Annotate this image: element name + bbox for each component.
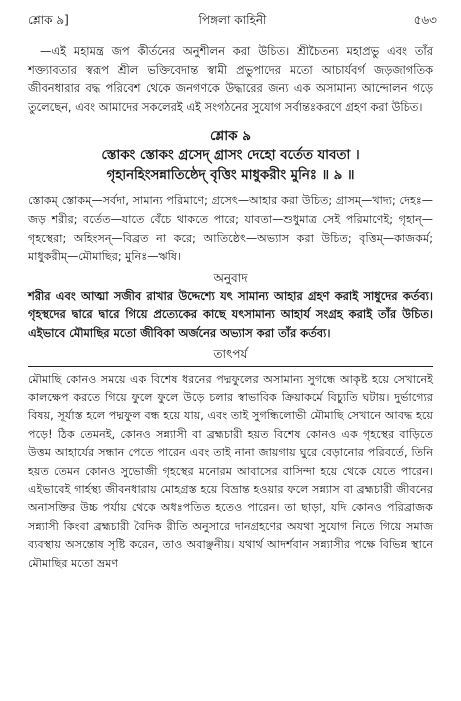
page-number: ৫৬৩ [413, 13, 437, 27]
synonyms-paragraph: স্তোকম্ স্তোকম্—সর্বদা, সামান্য পরিমাণে; গ্রসেৎ—আহার করা উচিত; গ্রাসম্—খাদ্য; দেহঃ—জড় শরীর; বর্তেত—যাতে বেঁচে থাকতে পারে; যাবতা—শুধুমাত্র সেই পরিমাণেই; গৃহান্—গৃহস্থেরা; অহিংসন্—বিব্রত না করে; আতিষ্ঠেৎ—অভ্যাস করা উচিত; বৃত্তিম্—কাজকর্ম; মাধুকরীম্—মৌমাছির; মুনিঃ—ঋষি। [28, 194, 433, 264]
verse-reference: শ্লোক ৯] [28, 13, 69, 27]
verse-title: শ্লোক ৯ [209, 128, 252, 145]
translation-heading: অনুবাদ [213, 270, 248, 285]
verse-line-1: স্তোকং স্তোকং গ্রসেদ্ গ্রাসং দেহো বর্তেত যাবতা । [101, 148, 360, 164]
purport-divider [28, 366, 433, 367]
purport-text: মৌমাছি কোনও সময়ে এক বিশেষ ধরনের পদ্মফুলের অসামান্য সুগন্ধে আকৃষ্ট হয়ে সেখানেই কালক্ষেপ করতে গিয়ে ফুলে ফুলে উড়ে চলার স্বাভাবিক ক্রিয়াকর্মে বিচ্যুতি ঘটায়। দুর্ভাগ্যের বিষয়, সূর্যাস্ত হলে পদ্মফুল বন্ধ হয়ে যায়, এবং তাই সুগন্ধিলোভী মৌমাছি সেখানে আবদ্ধ হয়ে পড়ে! ঠিক তেমনই, কোনও সন্ন্যাসী বা ব্রহ্মচারী হয়ত বিশেষ কোনও এক গৃহস্থের বাড়িতে উত্তম আহার্যের সন্ধান পেতে পারেন এবং তাই নানা জায়গায় ঘুরে বেড়ানোর পরিবর্তে, তিনি হয়ত তেমন কোনও সুভোজী গৃহস্থের মনোরম আবাসের বাসিন্দা হয়ে থেকে যেতে পারেন। এইভাবেই গার্হস্থ্য জীবনধারায় মোহগ্রস্ত হয়ে বিভ্রান্ত হওয়ার ফলে সন্ন্যাস বা ব্রহ্মচারী জীবনের অনাসক্তির উচ্চ পর্যায় থেকে অধঃপতিত হতেও পারেন। তা ছাড়া, যদি কোনও পরিব্রাজক সন্ন্যাসী কিংবা ব্রহ্মচারী বৈদিক রীতি অনুসারে দানগ্রহণের অযথা সুযোগ নিতে গিয়ে সমাজ ব্যবস্থায় অসন্তোষ সৃষ্টি করেন, তাও অবাঞ্ছনীয়। যথার্থ আদর্শবান সন্ন্যাসীর পক্ষে বিভিন্ন স্থানে মৌমাছির মতো ভ্রমণ [28, 372, 433, 570]
page-body [28, 42, 433, 573]
purport-heading: তাৎপর্য [213, 346, 248, 361]
intro-paragraph: —এই মহামন্ত্র জপ কীর্তনের অনুশীলন করা উচিত। শ্রীচৈতন্য মহাপ্রভু এবং তাঁর শক্ত্যাবতার স্বরূপ শ্রীল ভক্তিবেদান্ত স্বামী প্রভুপাদের মতো আচার্যবর্গ জড়জাগতিক জীবনধারার বদ্ধ পরিবেশ থেকে জনগণকে উদ্ধারের জন্য এক অসামান্য আন্দোলন গড়ে তুলেছেন, এবং আমাদের সকলেরই এই সংগঠনের সুযোগ সর্বান্তঃকরণে গ্রহণ করা উচিত। [28, 44, 433, 114]
translation-text: শরীর এবং আত্মা সজীব রাখার উদ্দেশ্যে যৎ সামান্য আহার গ্রহণ করাই সাধুদের কর্তব্য। গৃহস্থদের দ্বারে দ্বারে গিয়ে প্রত্যেকের কাছে যৎসামান্য আহার্য সংগ্রহ করাই তাঁর উচিত। এইভাবে মৌমাছির মতো জীবিকা অর্জনের অভ্যাস করা তাঁর কর্তব্য। [28, 288, 433, 340]
verse-line-2: গৃহানহিংসন্নাতিষ্ঠেদ্ বৃত্তিং মাধুকরীং মুনিঃ ॥ ৯ ॥ [106, 168, 355, 184]
page-header [28, 12, 437, 32]
chapter-title: পিঙ্গলা কাহিনী [198, 13, 267, 27]
